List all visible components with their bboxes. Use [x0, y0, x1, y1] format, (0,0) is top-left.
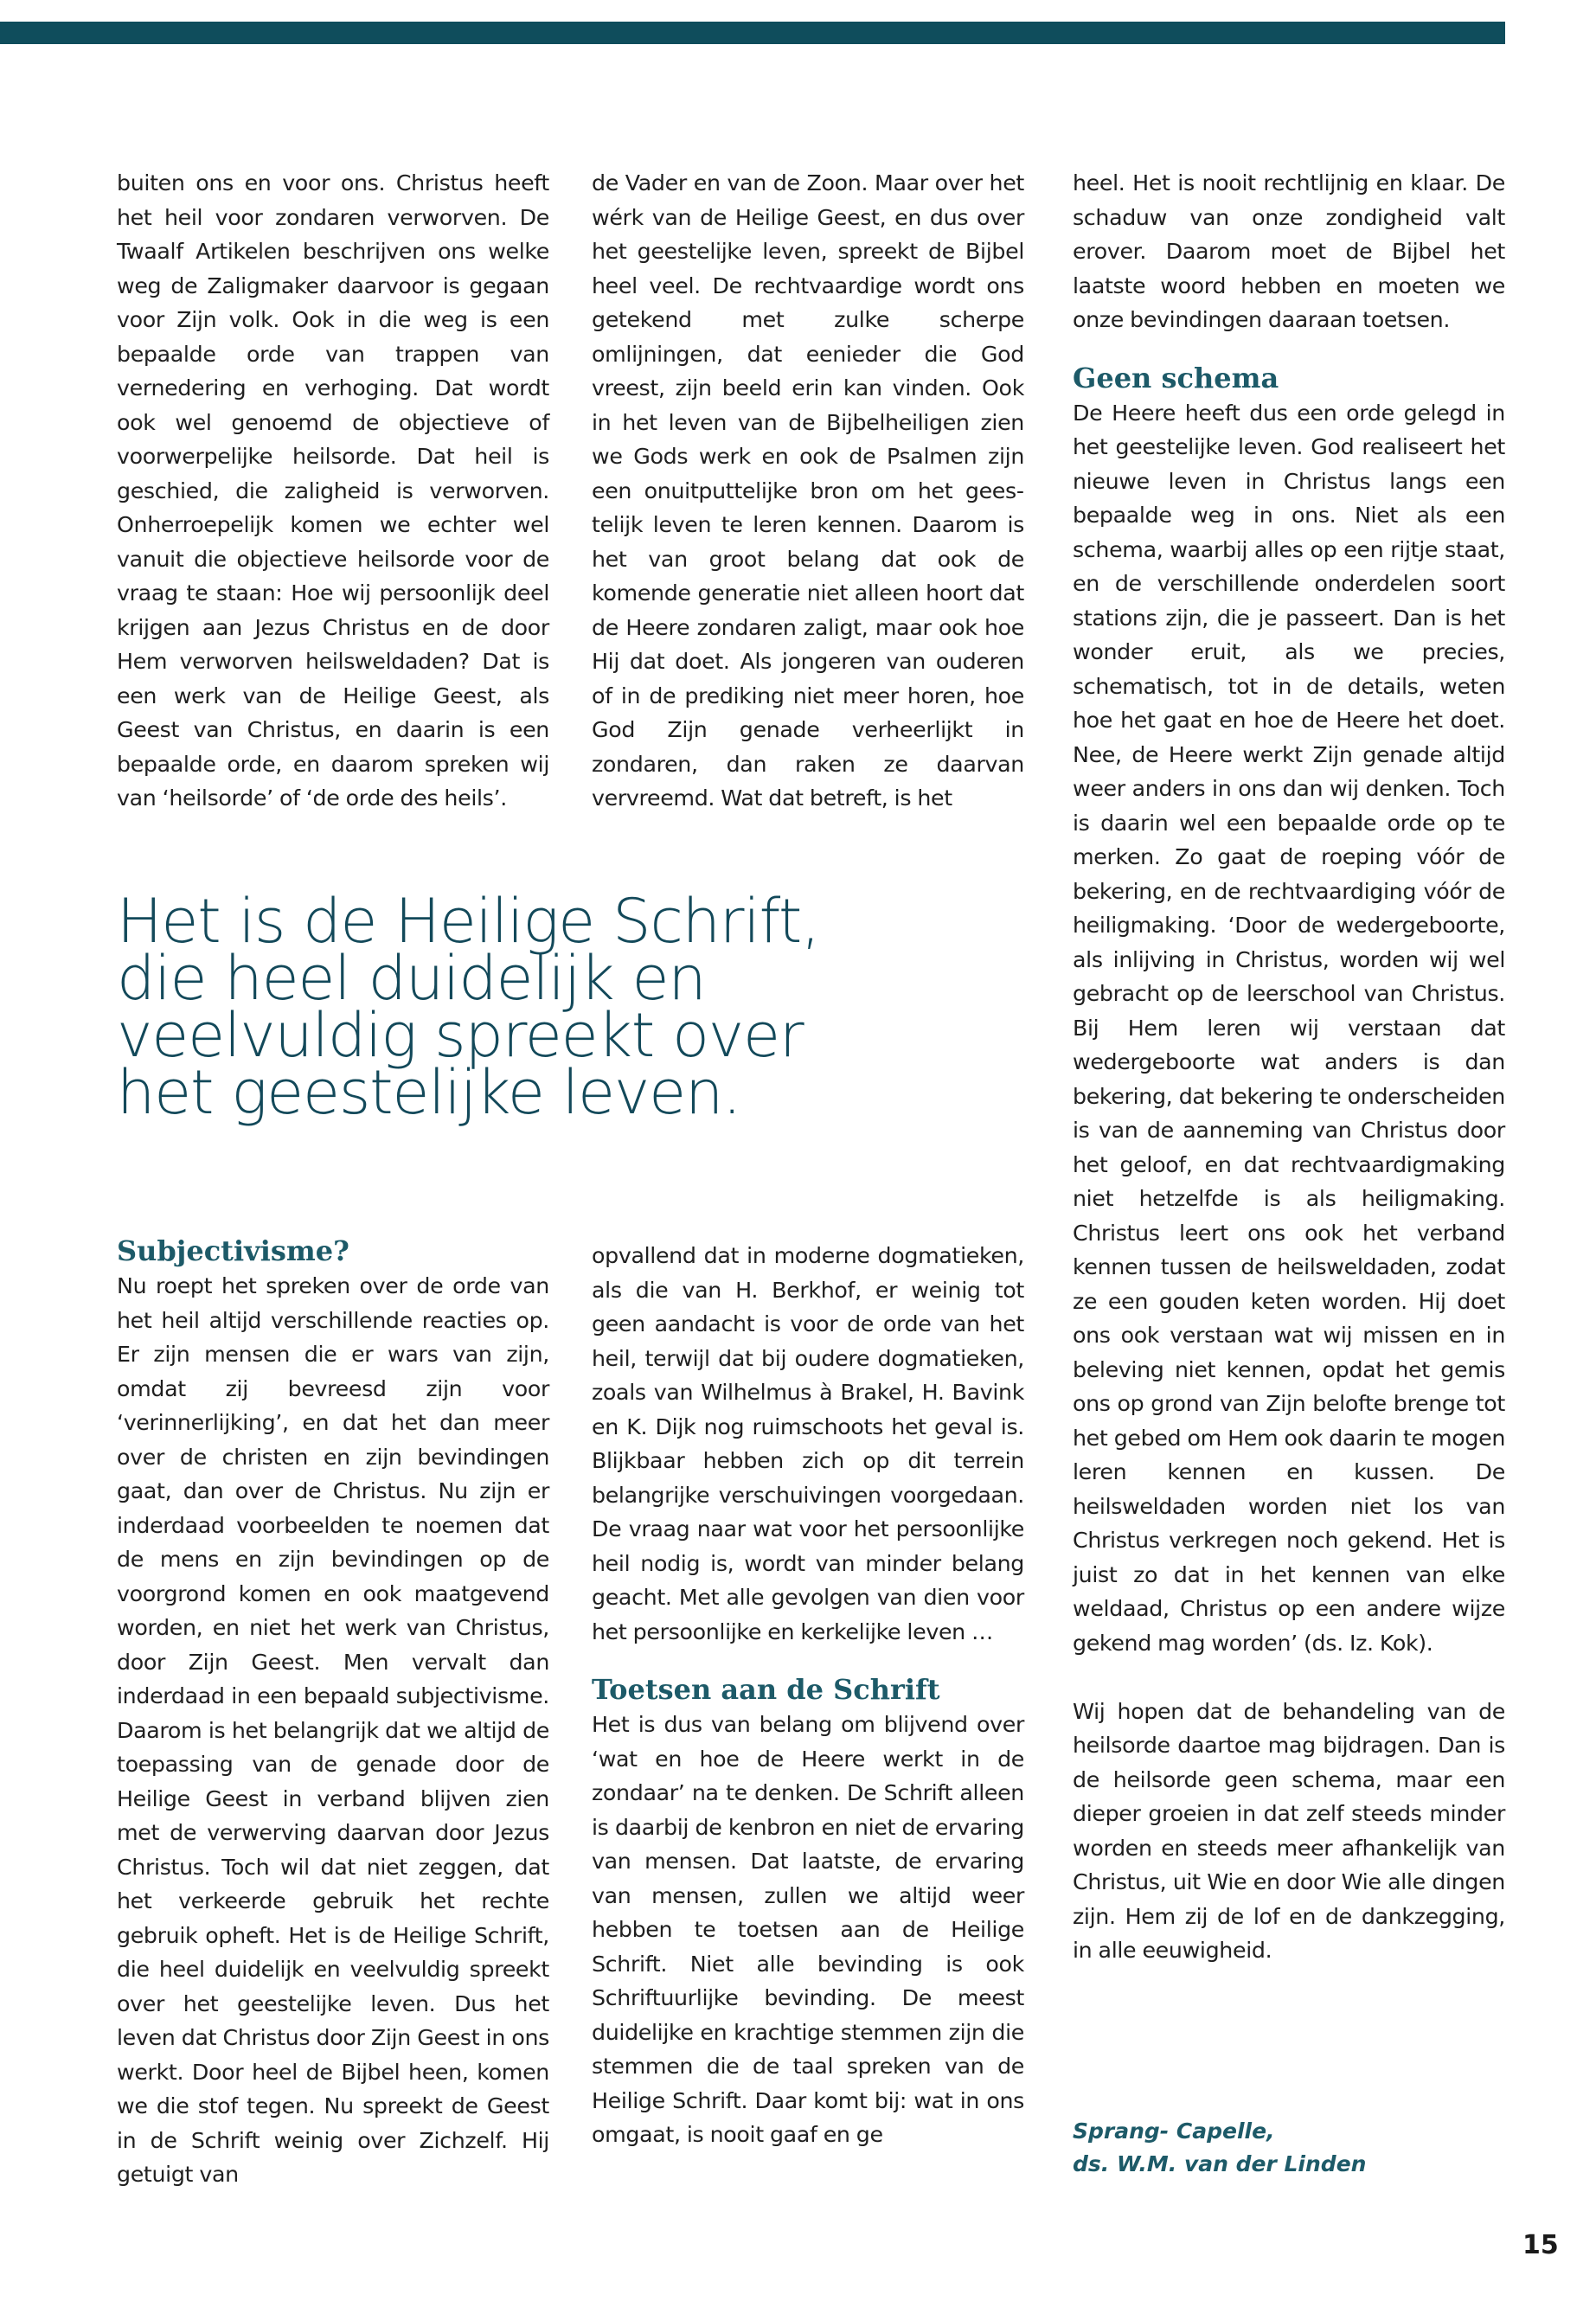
- pull-quote-line: Het is de Heilige Schrift,: [117, 886, 820, 957]
- pull-quote-line: die heel duidelijk en: [117, 943, 706, 1014]
- pull-quote: [117, 886, 1086, 1128]
- column-1-top: [117, 166, 549, 816]
- paragraph: opvallend dat in moderne dogmatieken, als die van H. Berkhof, er weinig tot geen aandacht is voor de orde van het heil, terwijl dat bij oudere dogmatieken, zoals van Wilhelmus à Brakel, H. Bavink en K. Dijk nog ruimschoots het geval is. Blijkbaar hebben zich op dit terrein belangrijke verschuivingen voorgedaan. De vraag naar wat voor het persoonlijke heil nodig is, wordt van minder belang geacht. Met alle gevolgen van dien voor het persoonlijke en kerkelijke leven …: [592, 1243, 1024, 1644]
- section-heading-geen-schema: Geen schema: [1073, 361, 1279, 394]
- paragraph: de Vader en van de Zoon. Maar over het wérk van de Heilige Geest, en dus over het geestelijke leven, spreekt de Bijbel heel veel. De rechtvaardige wordt ons getekend met zulke scherpe omlijningen, dat eenieder die God vreest, zijn beeld erin kan vinden. Ook in het leven van de Bijbelheiligen zien we Gods werk en ook de Psalmen zijn een onuitputtelijke bron om het geestelijk leven te leren kennen. Daarom is het van groot belang dat ook de komende generatie niet alleen hoort dat de Heere zondaren zaligt, maar ook hoe Hij dat doet. Als jongeren van ouderen of in de prediking niet meer horen, hoe God Zijn genade verheerlijkt in zondaren, dan raken ze daarvan vervreemd. Wat dat betreft, is het: [592, 170, 1024, 811]
- column-2-top: [592, 166, 1024, 816]
- column-1-bottom: [117, 1233, 549, 2192]
- section-heading-subjectivisme: Subjectivisme?: [117, 1234, 349, 1267]
- paragraph: heel. Het is nooit rechtlijnig en klaar. De schaduw van onze zondigheid valt erover. Daarom moet de Bijbel het laatste woord hebben en moeten we onze bevindingen daaraan toetsen.: [1073, 170, 1505, 332]
- author-signature: [1073, 2115, 1505, 2181]
- pull-quote-line: veelvuldig spreekt over: [117, 1000, 804, 1071]
- section-heading-toetsen: Toetsen aan de Schrift: [592, 1673, 940, 1706]
- signature-author: ds. W.M. van der Linden: [1073, 2151, 1367, 2176]
- paragraph: De Heere heeft dus een orde gelegd in het geestelijke leven. God realiseert het nieuwe leven in Christus langs een bepaalde weg in ons. Niet als een schema, waarbij alles op een rijtje staat, en de verschillende onderdelen soort stations zijn, die je passeert. Dan is het wonder eruit, als we precies, schematisch, tot in de details, weten hoe het gaat en hoe de Heere het doet. Nee, de Heere werkt Zijn genade altijd weer anders in ons dan wij denken. Toch is daarin wel een bepaalde orde op te merken. Zo gaat de roeping vóór de bekering, en de rechtvaardiging vóór de heiligmaking. ‘Door de wedergeboorte, als inlijving in Christus, worden wij wel gebracht op de leerschool van Christus. Bij Hem leren wij verstaan dat wedergeboorte wat anders is dan bekering, dat bekering te onderscheiden is van de aanneming van Christus door het geloof, en dat rechtvaardigmaking niet hetzelfde is als heiligmaking. Christus leert ons ook het verband kennen tussen de heilsweldaden, zodat ze een gouden keten worden. Hij doet ons ook verstaan wat wij missen en in beleving niet kennen, opdat het gemis ons op grond van Zijn belofte brenge tot het gebed om Hem ook daarin te mogen leren kennen en kussen. De heilsweldaden worden niet los van Christus verkregen noch gekend. Het is juist zo dat in het kennen van elke weldaad, Christus op een andere wijze gekend mag worden’ (ds. Iz. Kok).: [1073, 400, 1505, 1656]
- column-3: [1073, 166, 1505, 1968]
- paragraph: Wij hopen dat de behandeling van de heilsorde daartoe mag bijdragen. Dan is de heilsorde geen schema, maar een dieper groeien in dat zelf steeds minder worden en steeds meer afhankelijk van Christus, uit Wie en door Wie alle dingen zijn. Hem zij de lof en de dankzegging, in alle eeuwigheid.: [1073, 1698, 1505, 1963]
- signature-place: Sprang- Capelle,: [1073, 2118, 1275, 2144]
- column-2-bottom: [592, 1239, 1024, 2152]
- top-accent-bar: [0, 22, 1505, 44]
- paragraph: buiten ons en voor ons. Christus heeft het heil voor zondaren verworven. De Twaalf Artikelen beschrijven ons welke weg de Zaligmaker daarvoor is gegaan voor Zijn volk. Ook in die weg is een bepaalde orde van trappen van vernedering en verhoging. Dat wordt ook wel genoemd de objectieve of voorwerpelijke heilsorde. Dat heil is geschied, die zaligheid is verworven. Onherroepelijk komen we echter wel vanuit die objectieve heilsorde voor de vraag te staan: Hoe wij persoonlijk deel krijgen aan Jezus Christus en de door Hem verworven heilsweldaden? Dat is een werk van de Heilige Geest, als Geest van Christus, en daarin is een bepaalde orde, en daarom spreken wij van ‘heilsorde’ of ‘de orde des heils’.: [117, 170, 549, 811]
- pull-quote-line: het geestelijke leven.: [117, 1057, 741, 1128]
- paragraph: Nu roept het spreken over de orde van het heil altijd verschillende reacties op. Er zijn mensen die er wars van zijn, omdat zij bevreesd zijn voor ‘verinnerlijking’, en dat het dan meer over de christen en zijn bevindingen gaat, dan over de Christus. Nu zijn er inderdaad voorbeelden te noemen dat de mens en zijn bevindingen op de voorgrond komen en ook maatgevend worden, en niet het werk van Christus, door Zijn Geest. Men vervalt dan inderdaad in een bepaald subjectivisme. Daarom is het belangrijk dat we altijd de toepassing van de genade door de Heilige Geest in verband blijven zien met de verwerving daarvan door Jezus Christus. Toch wil dat niet zeggen, dat het verkeerde gebruik het rechte gebruik opheft. Het is de Heilige Schrift, die heel duidelijk en veelvuldig spreekt over het geestelijke leven. Dus het leven dat Christus door Zijn Geest in ons werkt. Door heel de Bijbel heen, komen we die stof tegen. Nu spreekt de Geest in de Schrift weinig over Zichzelf. Hij getuigt van: [117, 1273, 549, 2187]
- page-number: 15: [1522, 2230, 1559, 2260]
- paragraph: Het is dus van belang om blijvend over ‘wat en hoe de Heere werkt in de zondaar’ na te denken. De Schrift alleen is daarbij de kenbron en niet de ervaring van mensen. Dat laatste, de ervaring van mensen, zullen we altijd weer hebben te toetsen aan de Heilige Schrift. Niet alle bevinding is ook Schriftuurlijke bevinding. De meest duidelijke en krachtige stemmen zijn die stemmen die de taal spreken van de Heilige Schrift. Daar komt bij: wat in ons omgaat, is nooit gaaf en ge: [592, 1712, 1024, 2147]
